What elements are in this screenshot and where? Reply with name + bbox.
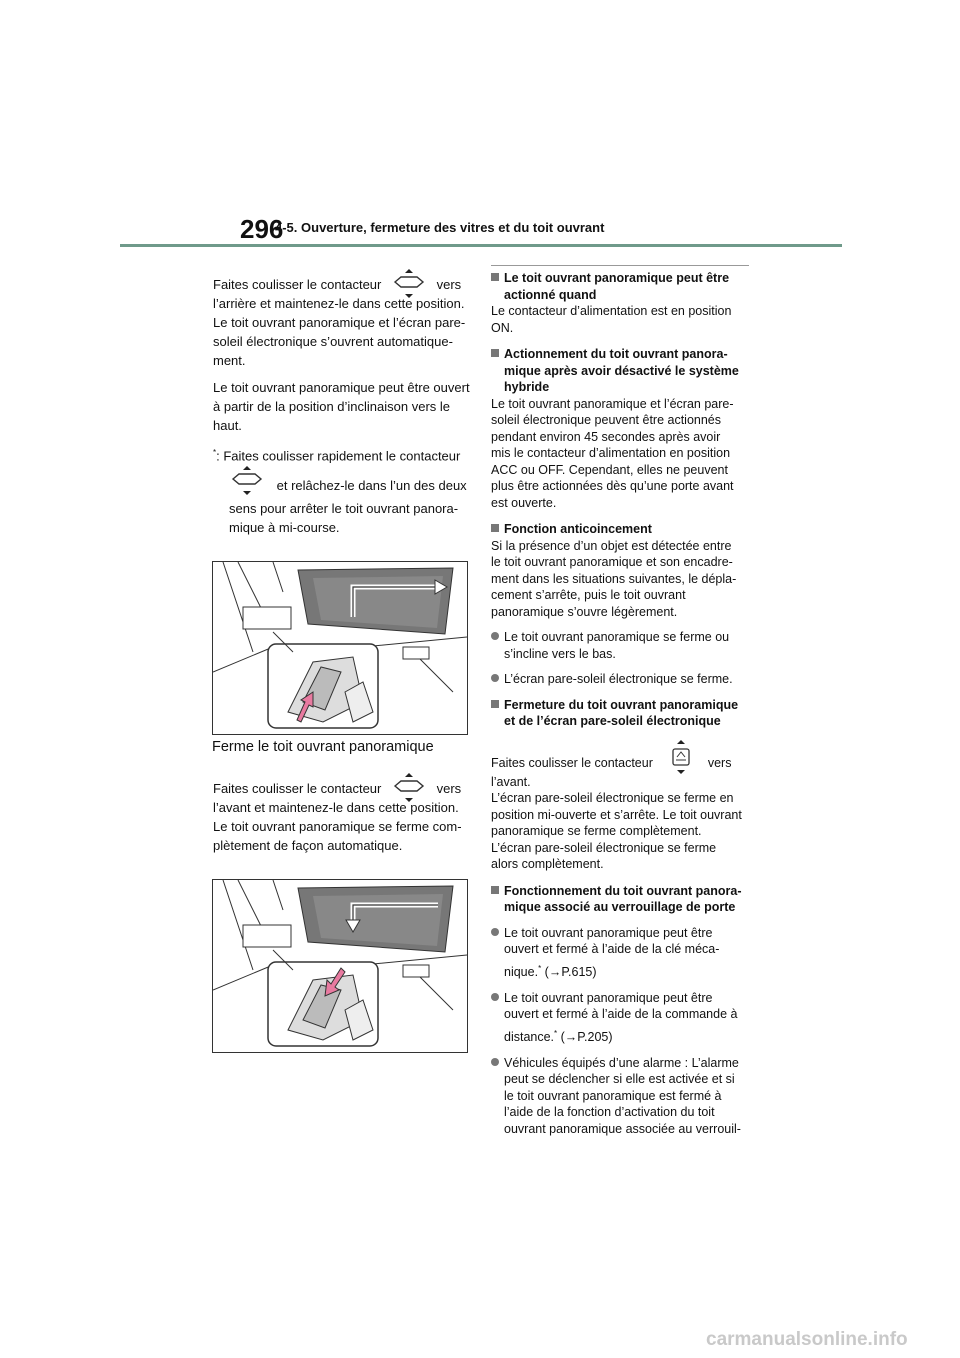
text: plus être actionnées dès qu’une porte avant bbox=[491, 479, 734, 493]
text: cement s’arrête, puis le toit ouvrant bbox=[491, 588, 686, 602]
text: Fermeture du toit ouvrant panoramique bbox=[504, 697, 739, 712]
text: actionné quand bbox=[504, 287, 597, 302]
text: L’écran pare-soleil électronique se ferme. bbox=[504, 672, 733, 686]
text: vers bbox=[707, 755, 732, 770]
text: ACC ou OFF. Cependant, elles ne peuvent bbox=[491, 462, 728, 477]
text: l’aide de la fonction d’activation du toit bbox=[504, 1105, 715, 1120]
text: panoramique s’ouvre légèrement. bbox=[491, 604, 678, 619]
text: Fonctionnement du toit ouvrant panora- bbox=[504, 883, 742, 898]
square-bullet-icon bbox=[491, 349, 499, 357]
page-reference-link[interactable]: (→P.205) bbox=[560, 1029, 613, 1044]
text: Faites coulisser le contacteur bbox=[491, 755, 653, 770]
page-number: 296 bbox=[240, 214, 284, 244]
note-marker: * bbox=[538, 963, 542, 973]
text: hybride bbox=[504, 380, 550, 394]
text: nique. bbox=[504, 964, 539, 979]
text: Le toit ouvrant panoramique et l’écran pare- bbox=[491, 396, 734, 411]
square-bullet-icon bbox=[491, 886, 499, 894]
watermark: carmanualsonline.info bbox=[706, 1329, 908, 1350]
note-marker: * bbox=[213, 448, 217, 457]
text: Véhicules équipés d’une alarme : L’alarme bbox=[504, 1055, 739, 1070]
text: mique associé au verrouillage de porte bbox=[504, 900, 736, 914]
text: ouvert et fermé à l’aide de la commande à bbox=[504, 1007, 738, 1022]
text: mique après avoir désactivé le système bbox=[504, 363, 739, 378]
text: s’incline vers le bas. bbox=[504, 646, 616, 661]
text: Le toit ouvrant panoramique peut être bbox=[504, 271, 730, 285]
text: Actionnement du toit ouvrant panora- bbox=[504, 347, 728, 361]
text: sens pour arrêter le toit ouvrant panora- bbox=[229, 501, 459, 517]
text: soleil électronique s’ouvrent automatique- bbox=[213, 334, 453, 349]
round-bullet-icon bbox=[491, 674, 499, 682]
text: Le contacteur d’alimentation est en position bbox=[491, 304, 732, 318]
column-rule bbox=[491, 265, 749, 266]
text: le toit ouvrant panoramique et son encadre- bbox=[491, 555, 733, 569]
text: alors complètement. bbox=[491, 857, 604, 871]
text: l’avant. bbox=[491, 774, 531, 789]
text: L’écran pare-soleil électronique se ferme bbox=[491, 840, 717, 855]
text: position mi-ouverte et s’arrête. Le toit ouvrant bbox=[491, 807, 742, 822]
figure-close-sunroof bbox=[212, 879, 468, 1053]
text: mique à mi-course. bbox=[229, 520, 340, 536]
text: Le toit ouvrant panoramique peut être ouvert bbox=[213, 380, 470, 395]
text: Le toit ouvrant panoramique se ferme ou bbox=[504, 630, 730, 644]
text: et relâchez-le dans l’un des deux bbox=[276, 478, 467, 494]
text: Le toit ouvrant panoramique et l’écran pare- bbox=[213, 315, 466, 330]
text: ment dans les situations suivantes, le dépla- bbox=[491, 571, 737, 586]
right-column bbox=[491, 270, 759, 1137]
text: Le toit ouvrant panoramique peut être bbox=[504, 925, 713, 940]
text: distance. bbox=[504, 1029, 555, 1044]
page-reference-link[interactable]: (→P.615) bbox=[544, 964, 597, 979]
text: pendant environ 45 secondes après avoir bbox=[491, 429, 721, 444]
round-bullet-icon bbox=[491, 1058, 499, 1066]
text: ouvert et fermé à l’aide de la clé méca- bbox=[504, 942, 720, 956]
round-bullet-icon bbox=[491, 632, 499, 640]
text: Le toit ouvrant panoramique se ferme com- bbox=[213, 819, 462, 834]
text: vers bbox=[436, 780, 462, 796]
text: : Faites coulisser rapidement le contacteur bbox=[216, 448, 461, 464]
sunshade-switch-icon bbox=[668, 740, 694, 787]
text: vers bbox=[436, 276, 462, 292]
round-bullet-icon bbox=[491, 928, 499, 936]
section-title: 4-5. Ouverture, fermeture des vitres et du toit ouvrant bbox=[275, 220, 605, 235]
square-bullet-icon bbox=[491, 524, 499, 532]
text: mis le contacteur d’alimentation en position bbox=[491, 446, 731, 460]
text: Fonction anticoincement bbox=[504, 522, 652, 536]
text: et de l’écran pare-soleil électronique bbox=[504, 714, 721, 728]
text: panoramique se ferme complètement. bbox=[491, 824, 702, 838]
figure-open-sunroof bbox=[212, 561, 468, 735]
square-bullet-icon bbox=[491, 700, 499, 708]
text: ouvrant panoramique associée au verrouil- bbox=[504, 1121, 741, 1136]
text: haut. bbox=[213, 418, 242, 433]
text: le toit ouvrant panoramique est fermé à bbox=[504, 1088, 722, 1103]
round-bullet-icon bbox=[491, 993, 499, 1001]
square-bullet-icon bbox=[491, 273, 499, 281]
close-instruction bbox=[213, 772, 473, 855]
text: l’arrière et maintenez-le dans cette position. bbox=[213, 296, 465, 311]
text: soleil électronique peuvent être actionnés bbox=[491, 413, 722, 427]
close-heading: Ferme le toit ouvrant panoramique bbox=[212, 739, 434, 755]
text: Faites coulisser le contacteur bbox=[213, 780, 382, 796]
text: Le toit ouvrant panoramique peut être bbox=[504, 990, 713, 1005]
text: l’avant et maintenez-le dans cette position. bbox=[213, 800, 459, 815]
header-rule bbox=[120, 244, 842, 247]
text: plètement de façon automatique. bbox=[213, 838, 403, 853]
open-instruction bbox=[213, 268, 473, 537]
text: à partir de la position d’inclinaison vers le bbox=[213, 399, 451, 414]
text: Faites coulisser le contacteur bbox=[213, 276, 382, 292]
text: est ouverte. bbox=[491, 495, 557, 510]
note-marker: * bbox=[554, 1028, 558, 1038]
text: ON. bbox=[491, 320, 514, 335]
text: L’écran pare-soleil électronique se ferme en bbox=[491, 791, 734, 805]
text: peut se déclencher si elle est activée et si bbox=[504, 1072, 735, 1087]
text: ment. bbox=[213, 353, 246, 368]
text: Si la présence d’un objet est détectée entre bbox=[491, 538, 732, 553]
